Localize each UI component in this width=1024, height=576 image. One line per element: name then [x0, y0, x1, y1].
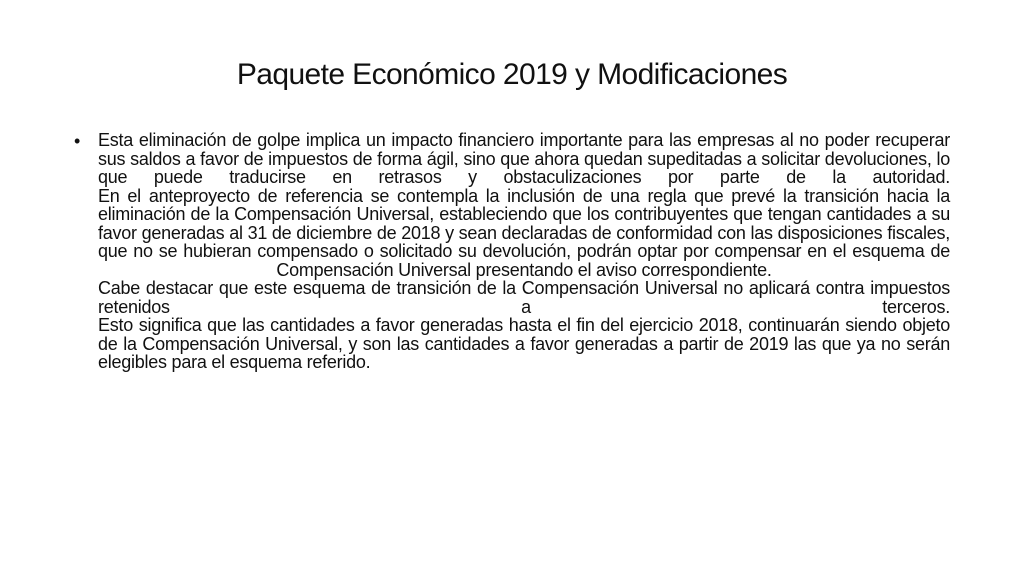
- slide-content: [74, 131, 950, 372]
- paragraph-withheld-taxes: Cabe destacar que este esquema de transición de la Compensación Universal no aplicará contra impuestos retenidos a terceros.: [98, 278, 950, 317]
- bullet-text: [98, 131, 950, 372]
- bullet-icon: •: [74, 131, 81, 151]
- paragraph-meaning: Esto significa que las cantidades a favor generadas hasta el fin del ejercicio 2018, continuarán siendo objeto de la Compensación Universal, y son las cantidades a favor generadas a partir de 2019 las que ya no serán elegibles para el esquema referido.: [98, 315, 950, 372]
- slide-title: Paquete Económico 2019 y Modificaciones: [236, 58, 788, 91]
- paragraph-impact: Esta eliminación de golpe implica un impacto financiero importante para las empresas al no poder recuperar sus saldos a favor de impuestos de forma ágil, sino que ahora quedan supeditadas a solicitar devoluciones, lo que puede traducirse en retrasos y obstaculizaciones por parte de la autoridad.: [98, 130, 950, 187]
- bullet-item: [74, 131, 950, 372]
- paragraph-transition-rule: En el anteproyecto de referencia se contempla la inclusión de una regla que prevé la transición hacia la eliminación de la Compensación Universal, estableciendo que los contribuyentes que tengan cantidades a su favor generadas al 31 de diciembre de 2018 y sean declaradas de conformidad con las disposiciones fiscales, que no se hubieran compensado o solicitado su devolución, podrán optar por compensar en el esquema de Compensación Universal presentando el aviso correspondiente.: [98, 185, 950, 280]
